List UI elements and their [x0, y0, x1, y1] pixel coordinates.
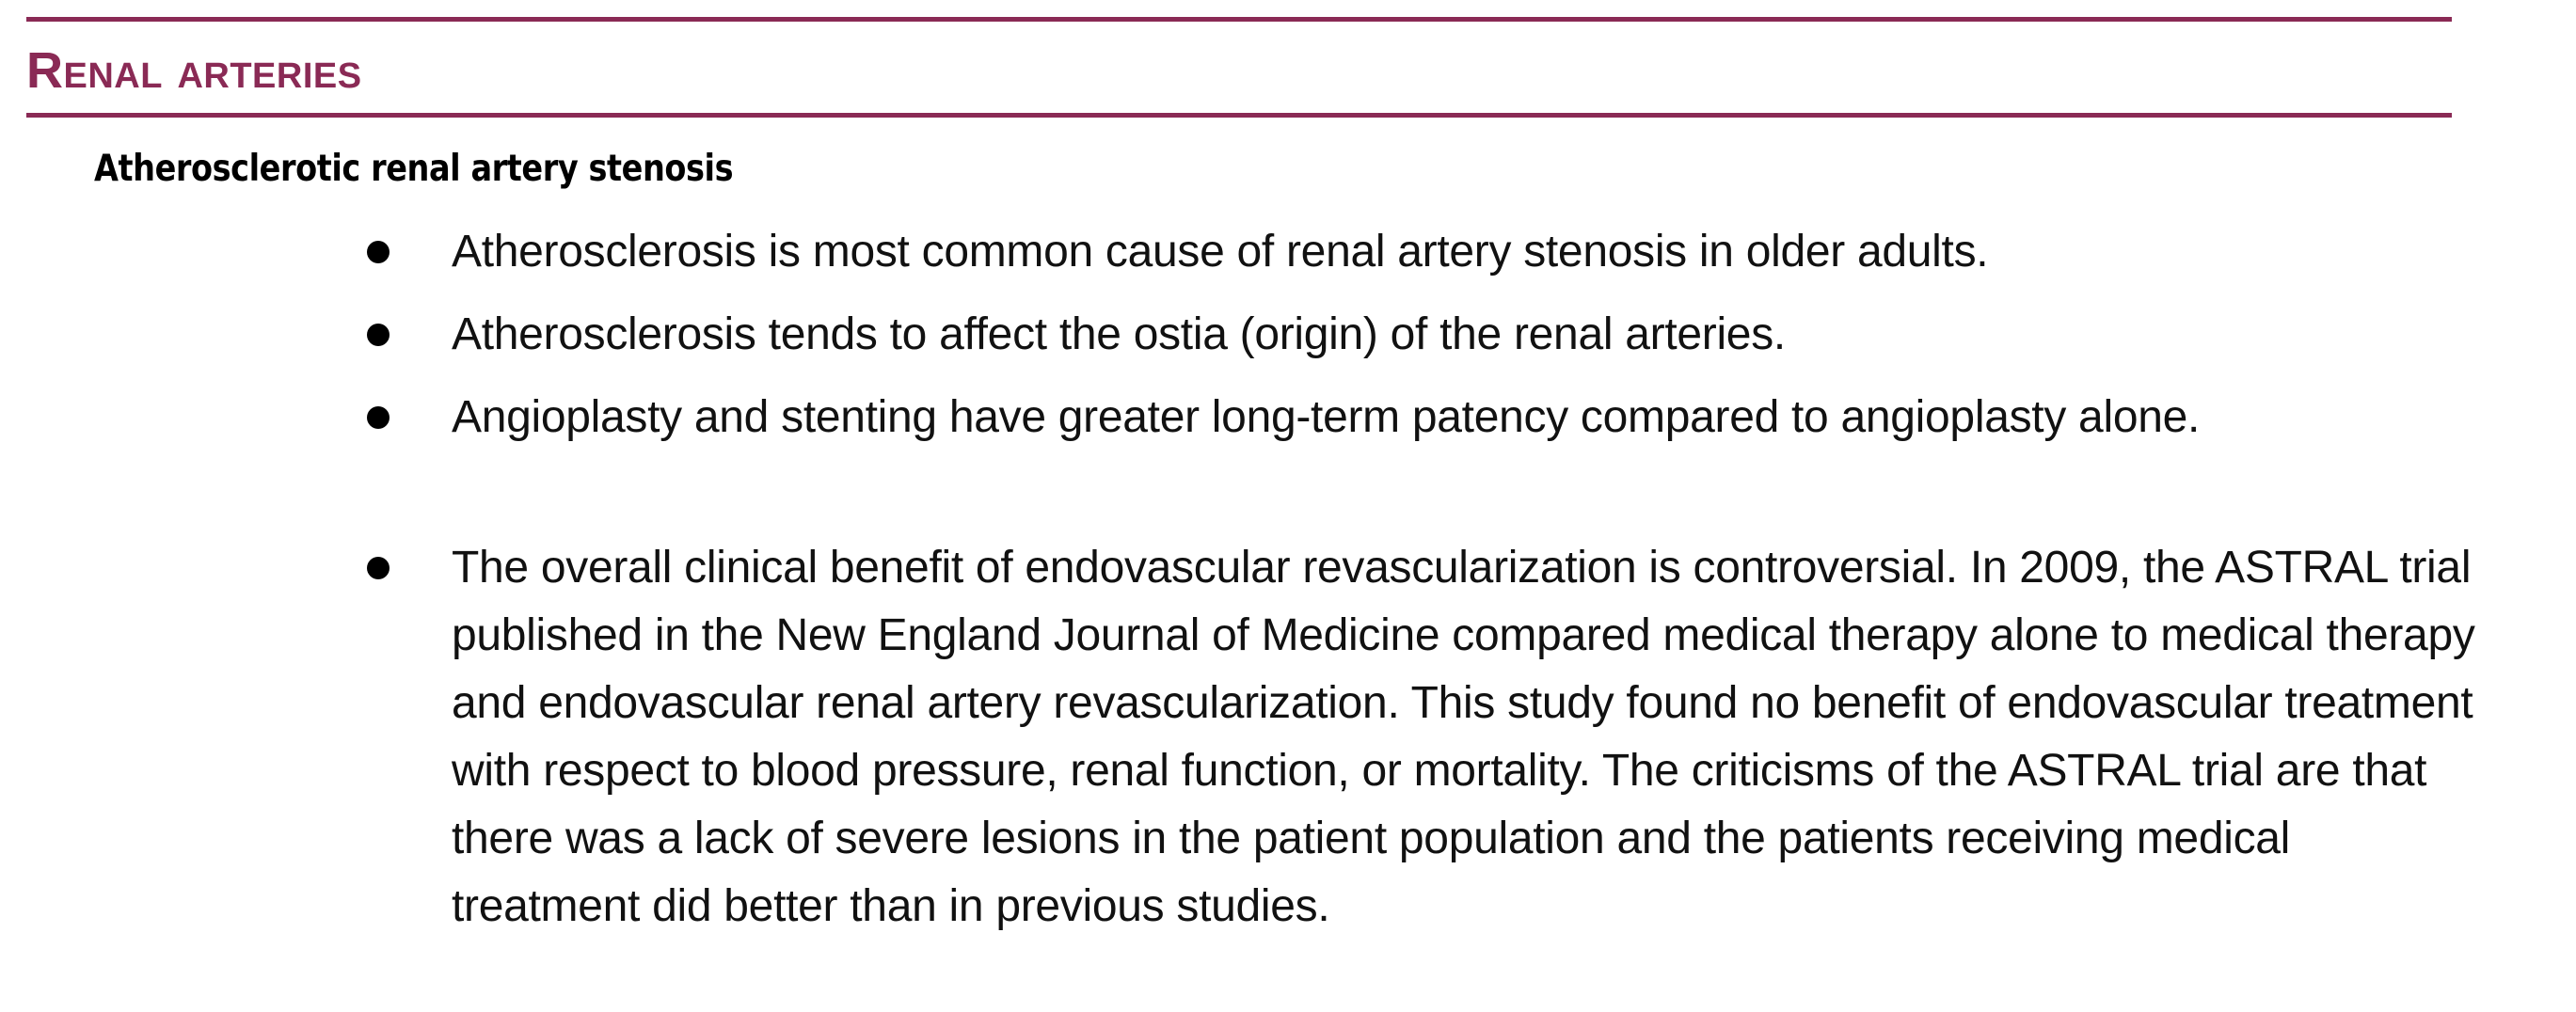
bullet-dot-icon — [367, 241, 390, 263]
bullet-dot-icon — [367, 557, 390, 579]
section-top-rule — [26, 17, 2452, 22]
bullet-dot-icon — [367, 324, 390, 346]
section-bottom-rule — [26, 113, 2452, 118]
subsection-title: Atherosclerotic renal artery stenosis — [94, 148, 734, 190]
bullet-text: Atherosclerosis is most common cause of renal artery stenosis in older adults. — [452, 227, 1989, 277]
bullet-text: Atherosclerosis tends to affect the ostia (origin) of the renal arteries. — [452, 309, 1786, 359]
section-title: Renal arteries — [26, 42, 362, 99]
bullet-dot-icon — [367, 406, 390, 429]
bullet-text: The overall clinical benefit of endovascular revascularization is controversial. In 2009, the ASTRAL trial published in the New England Journal of Medicine compared medical therapy alone to medical therapy and endovascular renal artery revascularization. This study found no benefit of endovascular treatment with respect to blood pressure, renal function, or mortality. The criticisms of the ASTRAL trial are that there was a lack of severe lesions in the patient population and the patients receiving medical treatment did better than in previous studies. — [452, 543, 2475, 931]
bullet-text: Angioplasty and stenting have greater long-term patency compared to angioplasty alone. — [452, 392, 2201, 442]
